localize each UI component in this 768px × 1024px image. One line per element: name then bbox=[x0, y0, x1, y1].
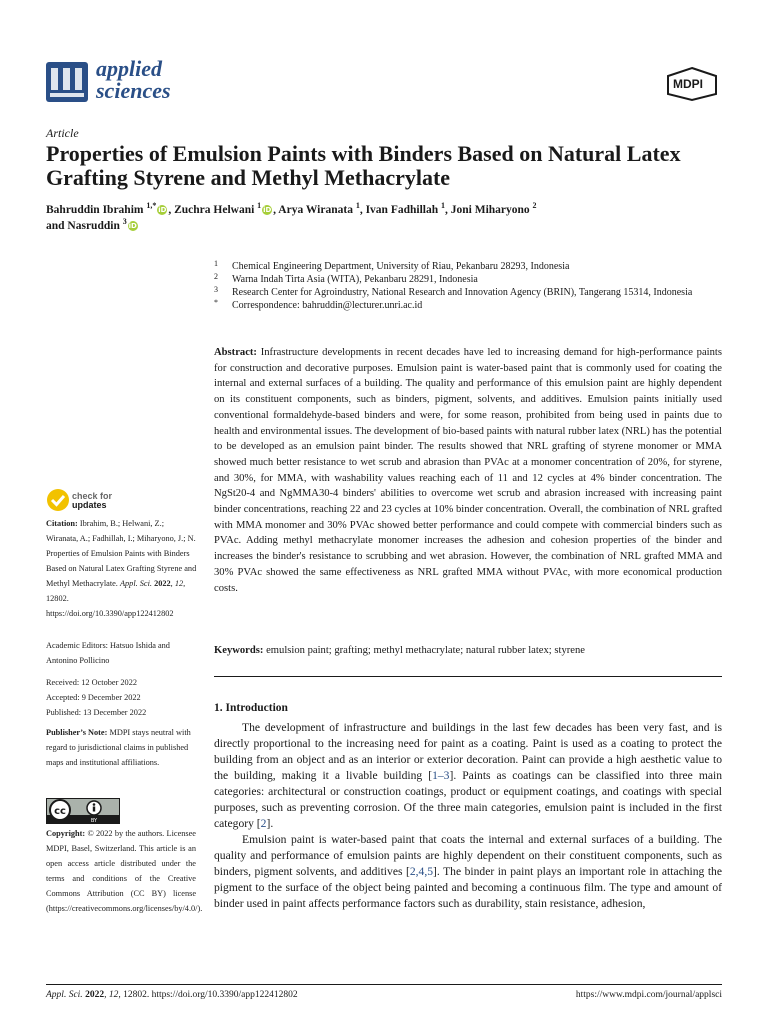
journal-logo-icon bbox=[46, 62, 88, 102]
academic-editors: Academic Editors: Hatsuo Ishida and Antonino Pollicino bbox=[46, 641, 170, 665]
abstract: Abstract: Infrastructure developments in recent decades have led to increasing demand for high-performance paints for construction and decorative purposes. Emulsion paint is water-based paint that is commonly used for coating the internal and external surfaces of a building. The quality and performance of this emulsion paint are highly dependent on its constituent components, such as binders, pigment, solvents, and additives. Emulsion paints initially used conventional formaldehyde-based binders and were, for some reason, prohibited from being used in paints due to health and environmental issues. The development of bio-based paints with natural rubber latex (NRL) has the potential to be developed as an emulsion paint binder. The results showed that NRL grafting of styrene monomer or MMA showed much better resistance to wet scrub and abrasion than PVAc at a monomer concentration of 20%, for styrene, and 30%, for MMA, with washability values reaching each of 11 and 12 cycles at 4% binder concentration. The NgSt20-4 and NgMMA30-4 binders' abilities to overcome wet scrub and abrasion increased with increasing paint binder concentrations, reaching 22 and 23 cycles at 10% binder concentration. Overall, the combination of NRL grafted with MMA monomer and 30% PVAc showed better performance and could compete with commercial binders such as PVAc. Adding methyl methacrylate monomer increases the adhesion and cohesion properties of the binder and increases the binder's resistance to scrubbing and wet abrasion. However, the combination of NRL grafted MMA and 30% PVAc showed the same effectiveness as NRL grafted MMA without PVAc, with more economical production costs. bbox=[214, 347, 722, 594]
citation-link[interactable]: 2 bbox=[260, 817, 267, 830]
footer-journal-link[interactable]: https://www.mdpi.com/journal/applsci bbox=[575, 990, 722, 1000]
affiliation: 2 Warna Indah Tirta Asia (WITA), Pekanbaru 28291, Indonesia bbox=[214, 272, 478, 285]
affiliations bbox=[214, 260, 726, 312]
page-title: Properties of Emulsion Paints with Binders Based on Natural Latex Grafting Styrene and Methyl Methacrylate bbox=[46, 141, 681, 190]
copyright: Copyright: © 2022 by the authors. Licensee MDPI, Basel, Switzerland. This article is an open access article distributed under the terms and conditions of the Creative Commons Attribution (CC BY) license (https://creativecommons.org/licenses/by/4.0/). bbox=[46, 829, 203, 913]
publisher-note: Publisher’s Note: MDPI stays neutral with regard to jurisdictional claims in published maps and institutional affiliations. bbox=[46, 728, 191, 767]
paragraph: The development of infrastructure and buildings in the last few decades has been very fast, and is directly proportional to the increasing need for paint as a coating. Paint is used as a coating to protect the building from an object and as an interior or exterior decoration. Paint can provide a high aesthetic value to the building, making it a livable building [1–3]. Paints as coatings can be classified into three main categories: architectural or construction coatings, product or equipment coatings, and coatings with special purposes, such as preventing corrosion. Of the three main categories, emulsion paint is included in the first category [2]. bbox=[214, 721, 722, 830]
author-list: Bahruddin Ibrahim $^{1,*}$ iD , Zuchra Helwani $^1$ iD , Arya Wiranata $^1$, Ivan Fadhillah $^1$, Joni Miharyono $^2$ and Nasruddin $^3$ iD bbox=[46, 201, 537, 232]
mdpi-logo-text: MDPI bbox=[673, 77, 703, 91]
dates: Received: 12 October 2022 Accepted: 9 December 2022 Published: 13 December 2022 bbox=[46, 678, 147, 717]
introduction-text bbox=[214, 720, 722, 912]
orcid-icon[interactable]: iD bbox=[128, 222, 137, 230]
orcid-icon[interactable]: iD bbox=[158, 206, 167, 214]
author: Joni Miharyono bbox=[450, 204, 530, 216]
keywords: Keywords: emulsion paint; grafting; methyl methacrylate; natural rubber latex; styrene bbox=[214, 645, 585, 656]
author: Nasruddin bbox=[67, 220, 120, 232]
citation-link[interactable]: 1–3 bbox=[432, 769, 450, 782]
affiliation: 1 Chemical Engineering Department, University of Riau, Pekanbaru 28293, Indonesia bbox=[214, 259, 570, 272]
author: Arya Wiranata bbox=[278, 204, 353, 216]
orcid-icon[interactable]: iD bbox=[263, 206, 272, 214]
svg-text:BY: BY bbox=[90, 818, 98, 824]
check-for-updates-button[interactable]: check for updates bbox=[46, 488, 126, 514]
affiliation: 3 Research Center for Agroindustry, National Research and Innovation Agency (BRIN), Tangerang 15314, Indonesia bbox=[214, 285, 693, 298]
journal-name: applied sciences bbox=[96, 56, 171, 103]
cc-by-license-icon[interactable] bbox=[46, 798, 120, 824]
citation: Citation: Ibrahim, B.; Helwani, Z.; Wiranata, A.; Fadhillah, I.; Miharyono, J.; N. Properties of Emulsion Paints with Binders Based on Natural Latex Grafting Styrene and Methyl Methacrylate. Appl. Sci. 2022, 12, 12802. https://doi.org/10.3390/app122412802 bbox=[46, 519, 197, 618]
author: Ivan Fadhillah bbox=[365, 204, 439, 216]
check-updates-icon bbox=[46, 488, 70, 512]
correspondence: * Correspondence: bahruddin@lecturer.unri.ac.id bbox=[214, 298, 423, 311]
svg-text:cc: cc bbox=[54, 806, 66, 817]
mdpi-logo bbox=[664, 66, 720, 102]
footer-divider bbox=[46, 984, 722, 985]
section-heading: 1. Introduction bbox=[214, 702, 288, 714]
footer-citation: Appl. Sci. 2022, 12, 12802. https://doi.org/10.3390/app122412802 bbox=[46, 990, 298, 1000]
author: Bahruddin Ibrahim bbox=[46, 204, 144, 216]
divider bbox=[214, 676, 722, 677]
paragraph: Emulsion paint is water-based paint that coats the internal and external surfaces of a building. The quality and performance of emulsion paints are highly dependent on their constituent components, such as binders, pigment solvents, and additives [2,4,5]. The binder in paint plays an important role in attaching the pigment to the surface of the object being painted and becoming a continuous film. The type and amount of binder used in paint affects performance factors such as durability, stain resistance, adhesion, bbox=[214, 833, 722, 910]
article-type: Article bbox=[46, 126, 79, 140]
author: Zuchra Helwani bbox=[174, 204, 255, 216]
citation-link[interactable]: 2,4,5 bbox=[409, 865, 434, 878]
